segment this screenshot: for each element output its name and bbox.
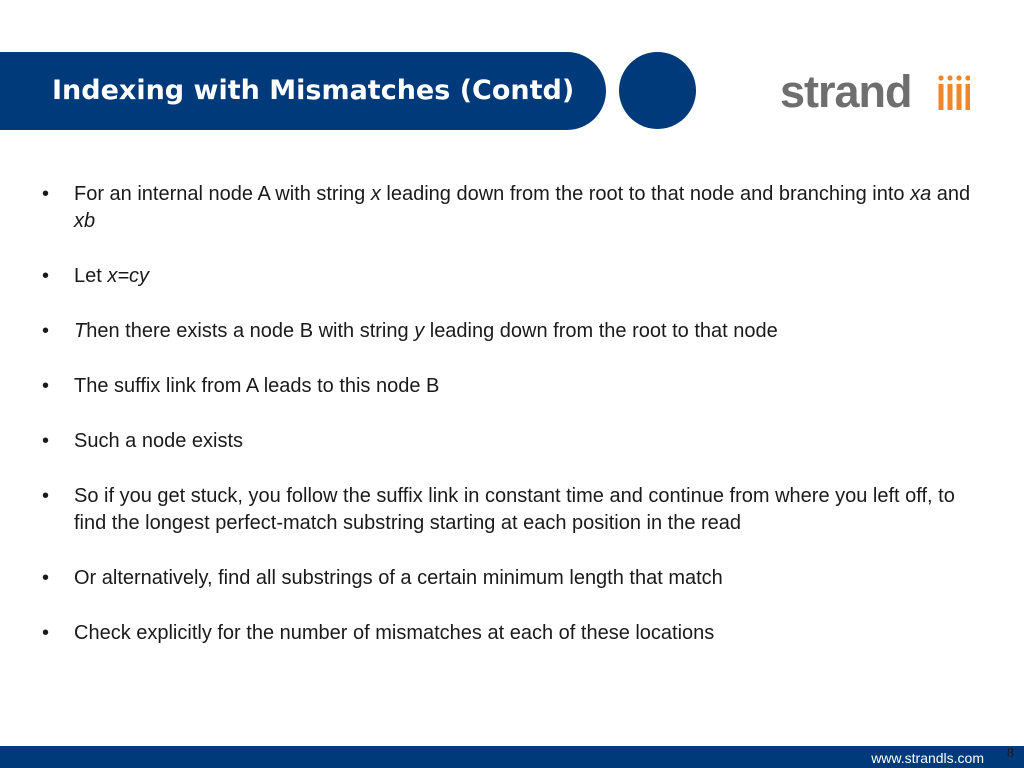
bullet-text-segment: Check explicitly for the number of mismatches at each of these locations bbox=[74, 622, 715, 644]
bullet-text-italic-segment: xb bbox=[74, 210, 96, 232]
bullet-text bbox=[74, 485, 955, 534]
bullet-marker: • bbox=[42, 567, 50, 589]
bullet-text-segment: Let bbox=[74, 265, 108, 287]
bullet-text bbox=[74, 375, 439, 397]
bullet-text-segment: The suffix link from A leads to this node B bbox=[74, 375, 440, 397]
bullet-marker: • bbox=[42, 622, 50, 644]
bullet-marker: • bbox=[42, 320, 50, 342]
bullet-marker: • bbox=[42, 265, 50, 287]
bullet-text-italic-segment: xa bbox=[910, 183, 932, 205]
bullet-text bbox=[74, 430, 243, 452]
logo-wordmark: strand bbox=[780, 66, 912, 117]
bullet-text-segment: hen there exists a node B with string bbox=[86, 320, 415, 342]
bullet-item bbox=[42, 565, 972, 592]
title-circle-decoration bbox=[619, 52, 696, 129]
bullet-text-segment: Such a node exists bbox=[74, 430, 243, 452]
bullet-list bbox=[42, 181, 972, 675]
bullet-marker: • bbox=[42, 430, 50, 452]
bullet-item bbox=[42, 263, 972, 290]
bullet-item bbox=[42, 428, 972, 455]
bullet-text bbox=[74, 567, 723, 589]
bullet-text-segment: leading down from the root to that node and branching into bbox=[380, 183, 911, 205]
slide-title: Indexing with Mismatches (Contd) bbox=[52, 75, 575, 106]
bullet-text-segment: leading down from the root to that node bbox=[424, 320, 778, 342]
bullet-text-italic-segment: y bbox=[414, 320, 425, 342]
bullet-marker: • bbox=[42, 183, 50, 205]
bullet-text bbox=[74, 265, 149, 287]
bullet-text bbox=[74, 622, 714, 644]
bullet-text-segment: For an internal node A with string bbox=[74, 183, 371, 205]
strand-logo bbox=[780, 66, 980, 118]
bullet-item bbox=[42, 318, 972, 345]
bullet-item bbox=[42, 373, 972, 400]
bullet-item bbox=[42, 483, 972, 537]
logo-bars-icon bbox=[938, 74, 970, 110]
bullet-text bbox=[74, 183, 970, 232]
bullet-text-italic-segment: T bbox=[74, 320, 87, 342]
bullet-item bbox=[42, 181, 972, 235]
bullet-marker: • bbox=[42, 485, 50, 507]
bullet-text-segment: and bbox=[931, 183, 971, 205]
bullet-text-italic-segment: x=cy bbox=[107, 265, 150, 287]
bullet-text-italic-segment: x bbox=[370, 183, 381, 205]
bullet-text-segment: Or alternatively, find all substrings of a certain minimum length that match bbox=[74, 567, 723, 589]
bullet-text bbox=[74, 320, 778, 342]
bullet-text-segment: So if you get stuck, you follow the suffix link in constant time and continue from where you left off, to find the longest perfect-match substring starting at each position in the read bbox=[74, 485, 955, 534]
bullet-item bbox=[42, 620, 972, 647]
footer-url[interactable]: www.strandls.com bbox=[871, 750, 984, 766]
bullet-marker: • bbox=[42, 375, 50, 397]
page-number: 8 bbox=[1007, 746, 1014, 761]
